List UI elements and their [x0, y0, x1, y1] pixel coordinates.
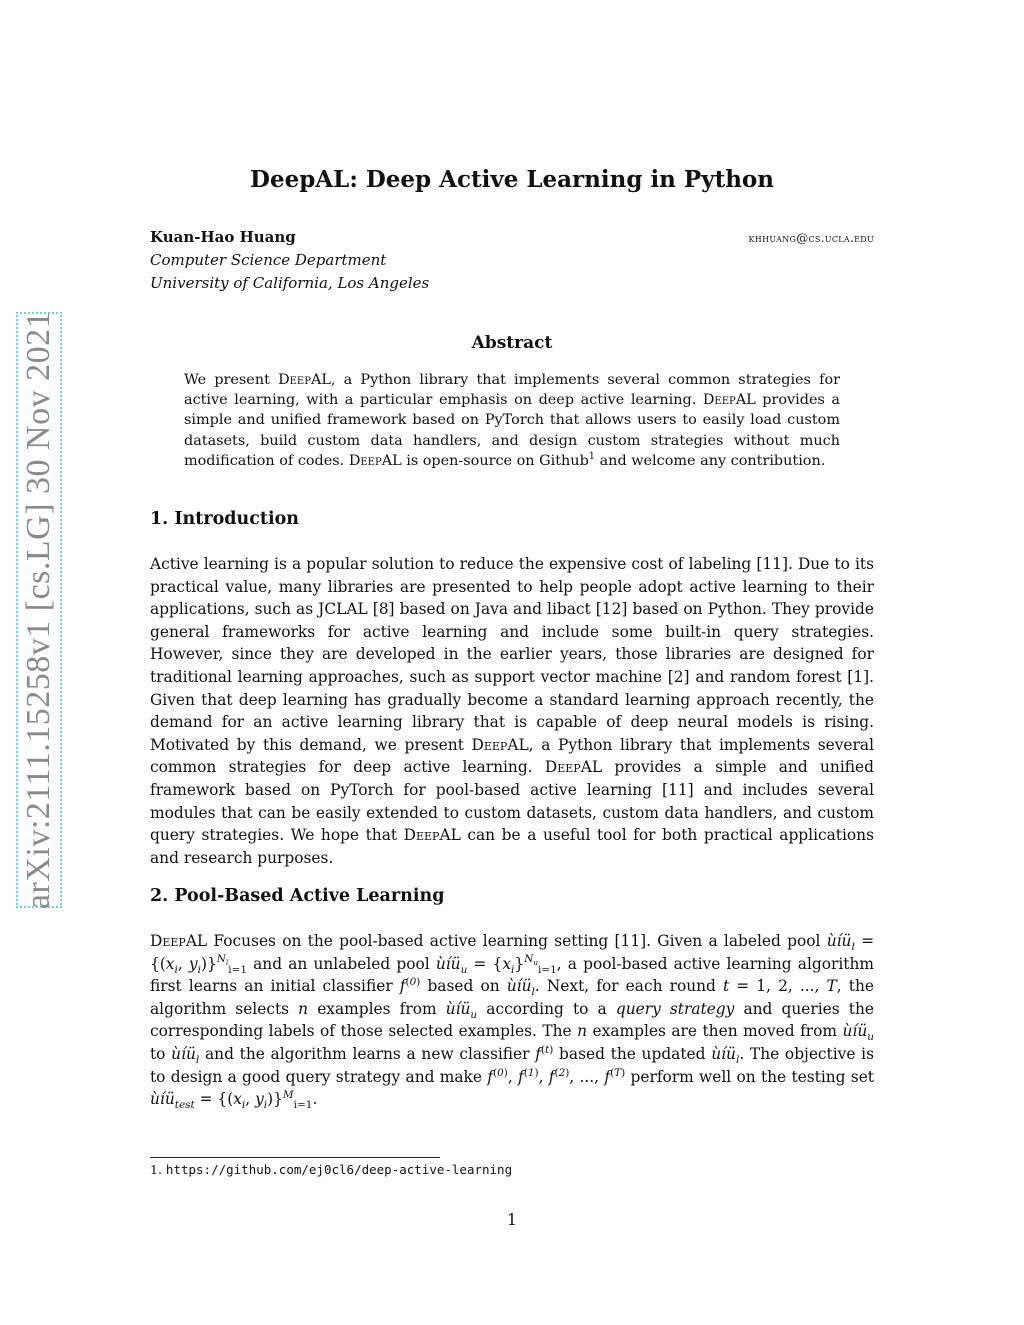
section-body-introduction — [150, 553, 874, 869]
author-name: Kuan-Hao Huang — [150, 228, 296, 246]
page-number: 1 — [506, 1210, 518, 1229]
arxiv-id-text: arXiv:2111.15258v1 [cs.LG] 30 Nov 2021 — [20, 310, 57, 910]
abstract-heading: Abstract — [471, 333, 553, 353]
author-department: Computer Science Department — [150, 251, 387, 269]
footnote-marker: 1. — [150, 1162, 162, 1177]
author-block — [150, 228, 874, 292]
author-university: University of California, Los Angeles — [150, 274, 430, 292]
footnote-divider — [150, 1157, 440, 1158]
footnote — [150, 1162, 512, 1177]
introduction-text: Active learning is a popular solution to reduce the expensive cost of labeling [11]. Due to its practical value, many libraries are presented to help people adopt active learning to their applications, such as JCLAL [8] based on Java and libact [12] based on Python. They provide general frameworks for active learning and include some built-in query strategies. However, since they are developed in the earlier years, those libraries are designed for traditional learning approaches, such as support vector machine [2] and random forest [1]. Given that deep learning has gradually become a standard learning approach recently, the demand for an active learning library that is capable of deep neural models is rising. Motivated by this demand, we present DeepAL, a Python library that implements several common strategies for deep active learning. DeepAL provides a simple and unified framework based on PyTorch for pool-based active learning [11] and includes several modules that can be easily extended to custom datasets, custom data handlers, and custom query strategies. We hope that DeepAL can be a useful tool for both practical applications and research purposes. — [150, 555, 874, 867]
pool-based-text: DeepAL Focuses on the pool-based active learning setting [11]. Given a labeled pool ùíü$_l$ = {($x_i$, $y_i)\}^{N_l}_{i=1}$ and an unlabeled pool ùíü$_u$ = $\{x_i\}^{N_u}_{i=1}$, a pool-based active learning algorithm first learns an initial classifier $f^{(0)}$ based on ùíü$_l$. Next, for each round t = 1, 2, ..., T, the algorithm selects n examples from ùíü$_u$ according to a query strategy and queries the corresponding labels of those selected examples. The n examples are then moved from ùíü$_u$ to ùíü$_l$ and the algorithm learns a new classifier $f^{(t)}$ based the updated ùíü$_l$. The objective is to design a good query strategy and make $f^{(0)}$, $f^{(1)}$, $f^{(2)}$, ..., $f^{(T)}$ perform well on the testing set ùíü$_{test}$ = {($x_i$, $y_i)\}^M_{i=1}$. — [150, 932, 874, 1112]
abstract-text: We present DeepAL, a Python library that implements several common strategies for active learning, with a particular emphasis on deep active learning. DeepAL provides a simple and unified framework based on PyTorch that allows users to easily load custom datasets, build custom data handlers, and design custom strategies without much modification of codes. DeepAL is open-source on Github$^1$ and welcome any contribution. — [184, 372, 840, 469]
section-heading-pool-based: 2. Pool-Based Active Learning — [150, 886, 445, 906]
abstract-body — [184, 370, 840, 471]
paper-title: DeepAL: Deep Active Learning in Python — [250, 166, 774, 193]
arxiv-identifier-stamp — [16, 312, 62, 908]
author-email: khhuang@cs.ucla.edu — [748, 231, 874, 245]
section-heading-introduction: 1. Introduction — [150, 509, 299, 529]
section-body-pool-based — [150, 930, 874, 1111]
footnote-url-link[interactable]: https://github.com/ej0cl6/deep-active-learning — [165, 1162, 513, 1177]
